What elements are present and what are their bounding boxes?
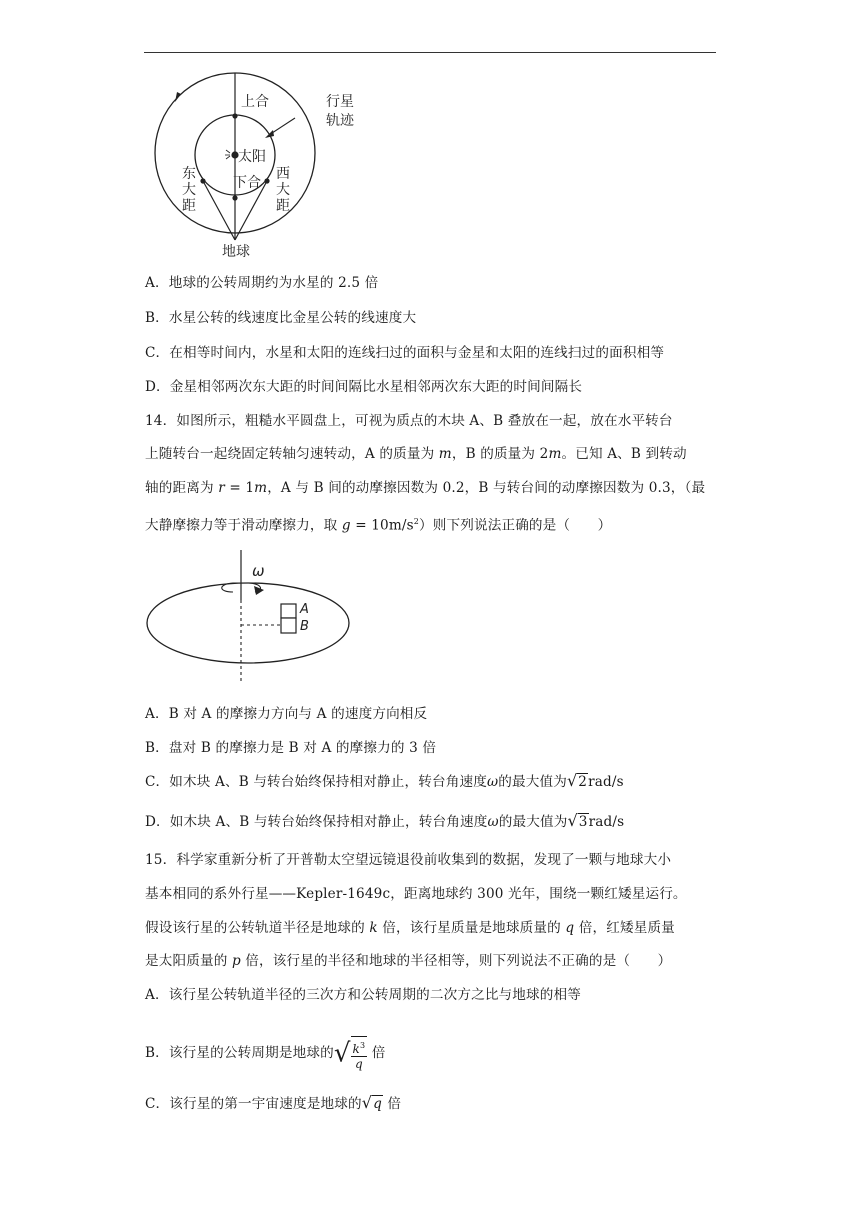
svg-text:距: 距 bbox=[182, 198, 196, 214]
q14-option-d: D．如木块 A、B 与转台始终保持相对静止，转台角速度ω的最大值为√3rad/s bbox=[145, 811, 625, 830]
label-a: A bbox=[300, 602, 309, 617]
q13-option-d: D．金星相邻两次东大距的时间间隔比水星相邻两次东大距的时间间隔长 bbox=[145, 379, 583, 395]
svg-text:西: 西 bbox=[276, 166, 290, 182]
svg-text:东: 东 bbox=[182, 166, 196, 182]
label-upper-conjunction: 上合 bbox=[241, 94, 269, 110]
q13-option-c: C．在相等时间内，水星和太阳的连线扫过的面积与金星和太阳的连线扫过的面积相等 bbox=[145, 345, 665, 361]
label-lower-conjunction: 下合 bbox=[233, 175, 261, 191]
q15-stem-line1: 15．科学家重新分析了开普勒太空望远镜退役前收集到的数据，发现了一颗与地球大小 bbox=[145, 852, 672, 868]
block-a bbox=[281, 604, 296, 618]
q14-option-a: A．B 对 A 的摩擦力方向与 A 的速度方向相反 bbox=[145, 706, 428, 722]
svg-text:大: 大 bbox=[182, 182, 196, 198]
q14-option-c: C．如木块 A、B 与转台始终保持相对静止，转台角速度ω的最大值为√2rad/s bbox=[145, 771, 624, 790]
orbit-diagram bbox=[145, 60, 354, 265]
label-earth: 地球 bbox=[222, 244, 250, 260]
q15-stem-line4: 是太阳质量的 p 倍，该行星的半径和地球的半径相等，则下列说法不正确的是（ ） bbox=[145, 953, 672, 969]
q14-stem-line1: 14．如图所示，粗糙水平圆盘上，可视为质点的木块 A、B 叠放在一起，放在水平转台 bbox=[145, 413, 673, 429]
q15-option-a: A．该行星公转轨道半径的三次方和公转周期的二次方之比与地球的相等 bbox=[145, 987, 582, 1003]
q13-option-a: A．地球的公转周期约为水星的 2.5 倍 bbox=[145, 275, 379, 291]
label-planet-orbit-1: 行星 bbox=[326, 94, 354, 110]
header-rule bbox=[144, 52, 716, 53]
q14-stem-line3: 轴的距离为 r = 1m，A 与 B 间的动摩擦因数为 0.2，B 与转台间的动摩擦因数为 0.3，（最 bbox=[145, 480, 706, 496]
turntable-ellipse bbox=[147, 583, 349, 663]
label-b: B bbox=[300, 619, 309, 634]
q14-stem-line2: 上随转台一起绕固定转轴匀速转动，A 的质量为 m，B 的质量为 2m。已知 A、B 到转动 bbox=[145, 446, 687, 462]
label-sun: 太阳 bbox=[238, 149, 266, 165]
label-planet-orbit-2: 轨迹 bbox=[326, 113, 354, 129]
svg-text:距: 距 bbox=[276, 198, 290, 214]
q15-stem-line3: 假设该行星的公转轨道半径是地球的 k 倍，该行星质量是地球质量的 q 倍，红矮星质量 bbox=[145, 920, 675, 936]
q14-stem-line4: 大静摩擦力等于滑动摩擦力，取 $g = 10m/s^2$）则下列说法正确的是（ ） bbox=[145, 517, 612, 534]
q14-option-b: B．盘对 B 的摩擦力是 B 对 A 的摩擦力的 3 倍 bbox=[145, 740, 437, 756]
q15-option-b: B．该行星的公转周期是地球的√ $\frac{k^3}{q}$ 倍 bbox=[145, 1036, 385, 1071]
svg-text:大: 大 bbox=[276, 182, 290, 198]
orbit-direction-arrow bbox=[175, 92, 181, 102]
label-omega: ω bbox=[252, 562, 265, 580]
turntable-diagram bbox=[140, 546, 355, 686]
q15-option-c: C．该行星的第一宇宙速度是地球的√q 倍 bbox=[145, 1093, 402, 1112]
q13-option-b: B．水星公转的线速度比金星公转的线速度大 bbox=[145, 310, 417, 326]
block-b bbox=[281, 618, 296, 633]
q15-stem-line2: 基本相同的系外行星——Kepler-1649c，距离地球约 300 光年，围绕一颗红矮星运行。 bbox=[145, 886, 687, 902]
